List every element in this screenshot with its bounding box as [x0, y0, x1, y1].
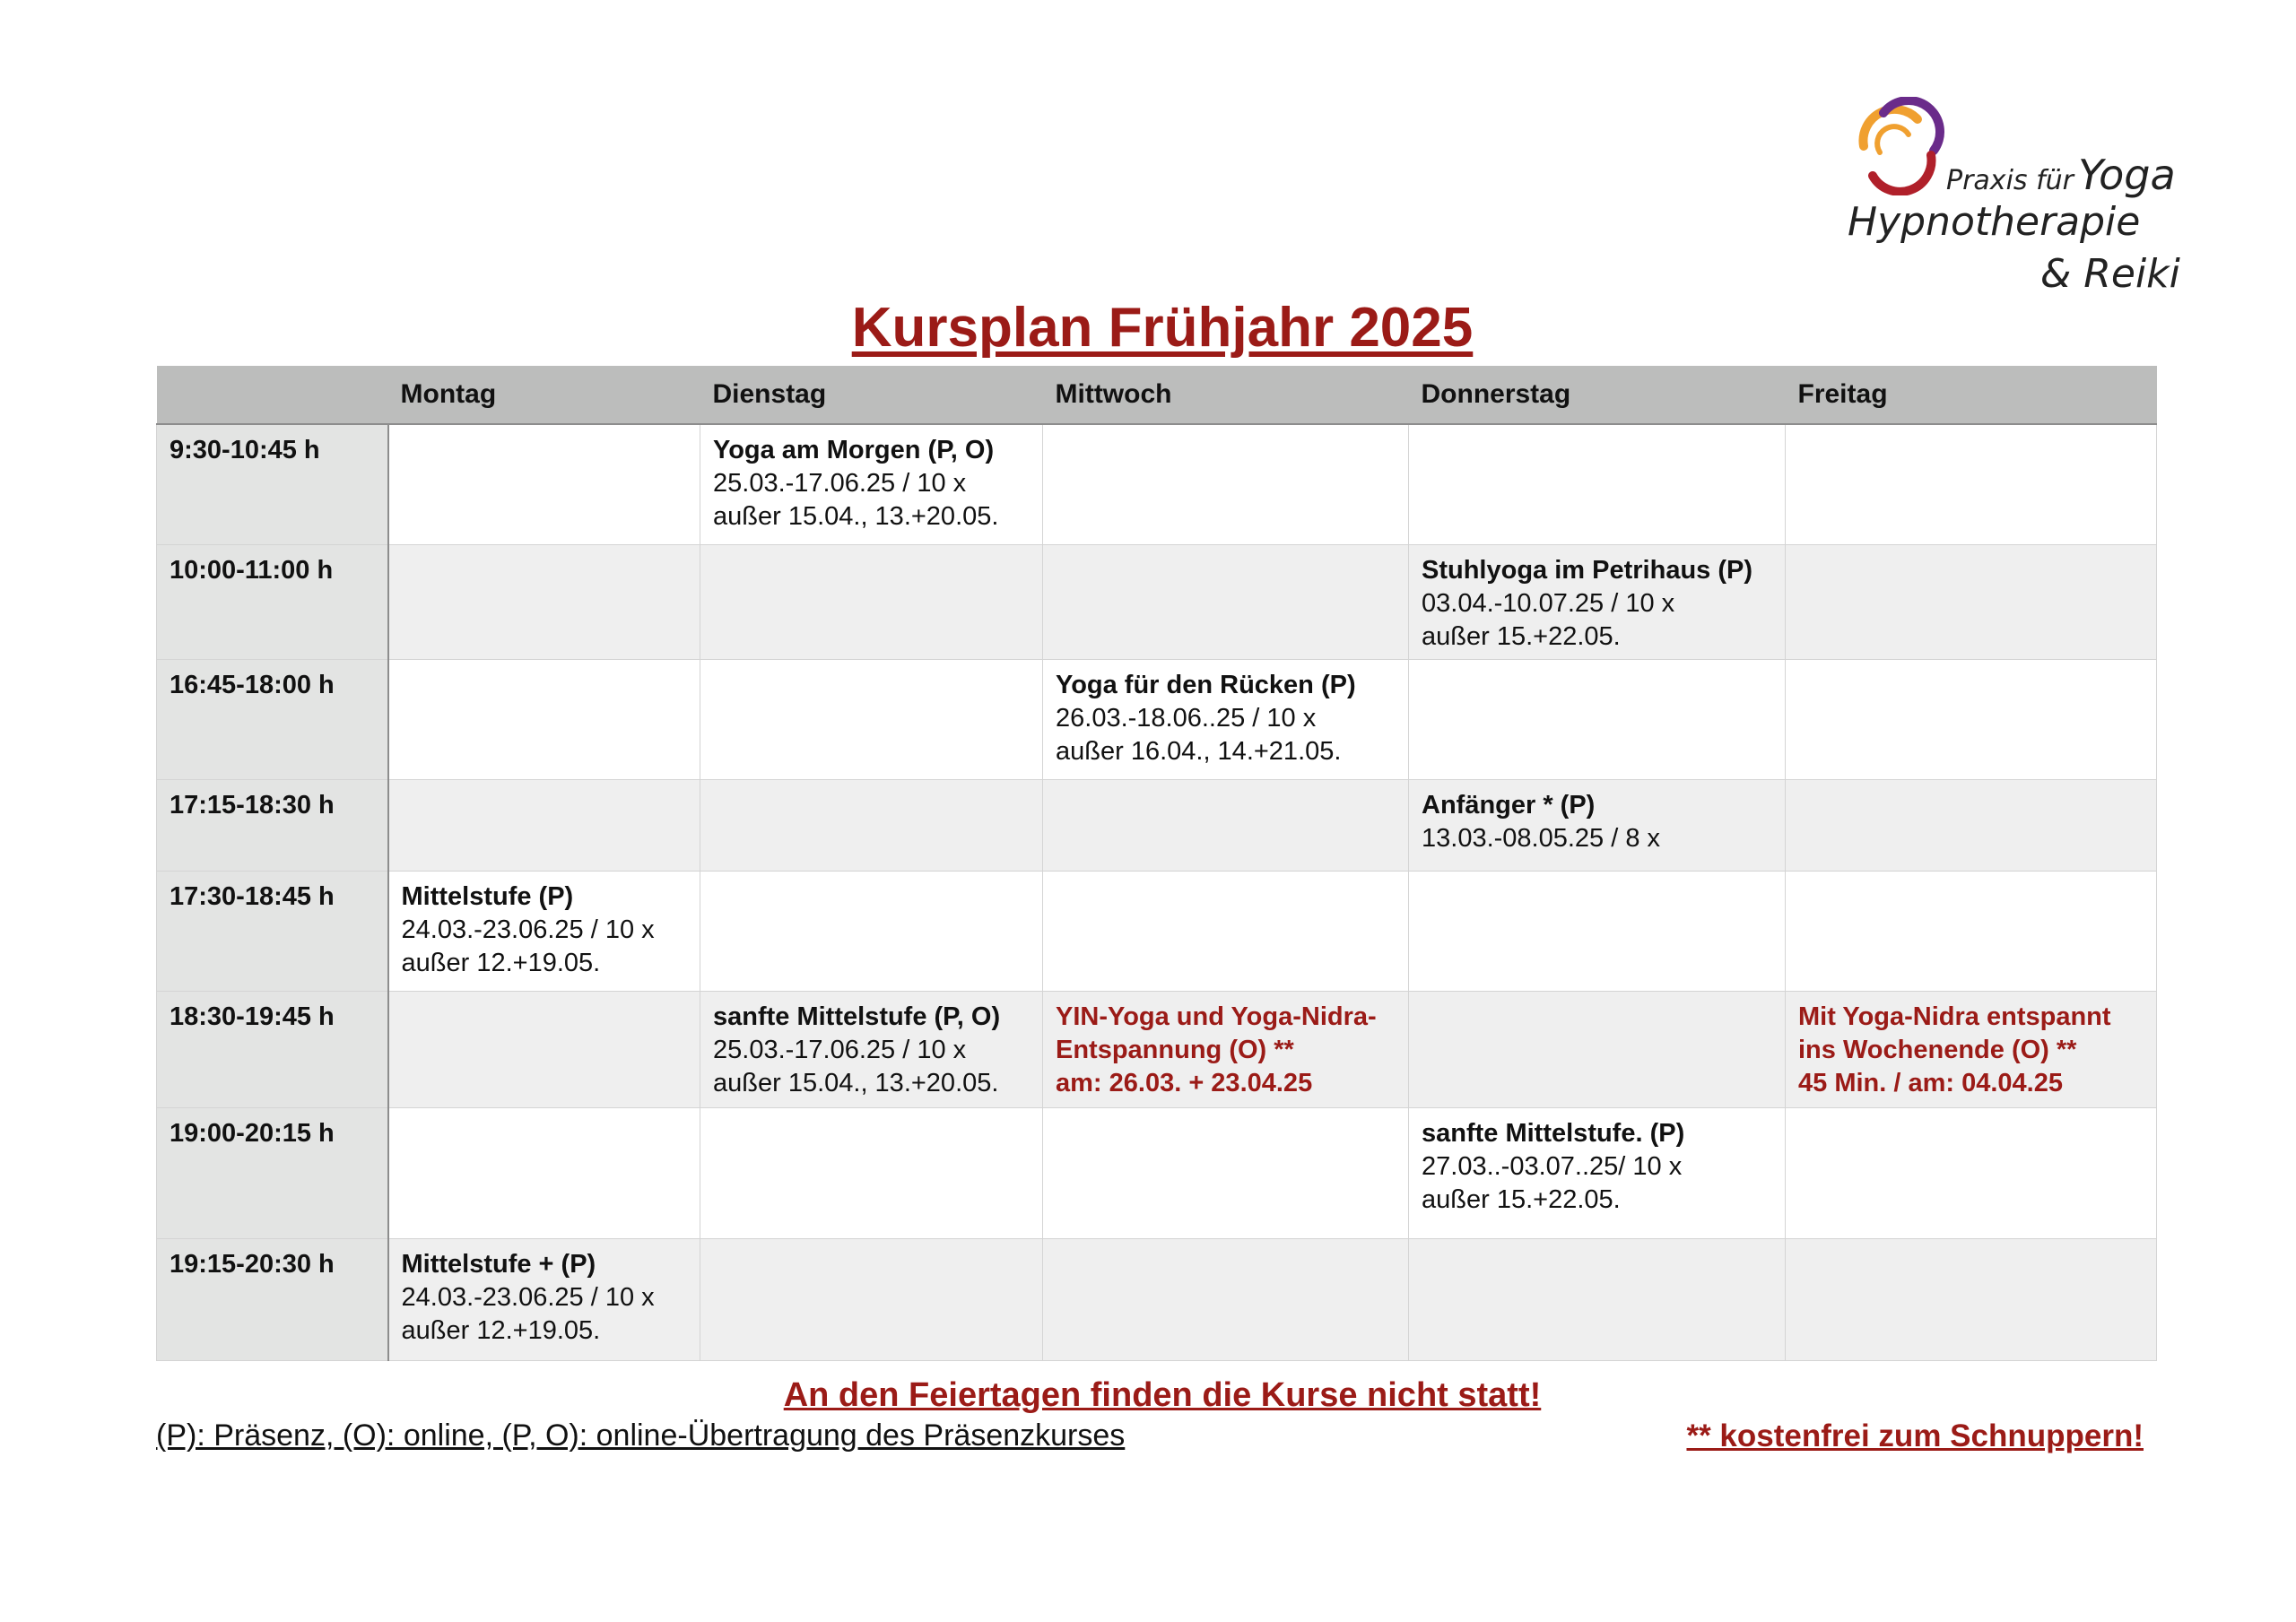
time-slot: 17:30-18:45 h — [157, 871, 388, 991]
empty-cell — [1409, 424, 1786, 544]
header-row — [157, 366, 2157, 424]
course-detail: außer 12.+19.05. — [401, 948, 601, 977]
header-day: Donnerstag — [1409, 366, 1786, 424]
table-row — [157, 1107, 2157, 1238]
table-row — [157, 991, 2157, 1107]
empty-cell — [700, 544, 1043, 659]
course-cell — [1409, 1107, 1786, 1238]
course-name: Yoga für den Rücken (P) — [1056, 670, 1356, 699]
empty-cell — [1043, 1238, 1409, 1360]
header-day: Mittwoch — [1043, 366, 1409, 424]
header-day: Montag — [388, 366, 700, 424]
special-course-line: 45 Min. / am: 04.04.25 — [1798, 1068, 2063, 1097]
empty-cell — [1786, 424, 2157, 544]
course-name: sanfte Mittelstufe. (P) — [1422, 1118, 1685, 1148]
course-name: Stuhlyoga im Petrihaus (P) — [1422, 555, 1752, 585]
empty-cell — [1043, 544, 1409, 659]
empty-cell — [1043, 424, 1409, 544]
schedule-body — [157, 424, 2157, 1360]
course-detail: 27.03..-03.07..25/ 10 x — [1422, 1151, 1683, 1181]
course-detail: 03.04.-10.07.25 / 10 x — [1422, 588, 1675, 618]
page-title: Kursplan Frühjahr 2025 — [851, 297, 1474, 359]
swirl-logo-icon — [1846, 97, 1944, 195]
time-slot: 17:15-18:30 h — [157, 779, 388, 871]
course-detail: 24.03.-23.06.25 / 10 x — [401, 915, 655, 944]
course-cell — [1786, 991, 2157, 1107]
logo-line-1: Praxis für Yoga — [1946, 151, 2176, 199]
course-cell — [1409, 779, 1786, 871]
logo-line-2: Hypnotherapie — [1848, 199, 2141, 245]
time-slot: 16:45-18:00 h — [157, 659, 388, 779]
empty-cell — [1409, 991, 1786, 1107]
empty-cell — [388, 779, 700, 871]
empty-cell — [1786, 544, 2157, 659]
header-time — [157, 366, 388, 424]
course-name: sanfte Mittelstufe (P, O) — [713, 1002, 1001, 1031]
empty-cell — [1409, 1238, 1786, 1360]
course-detail: außer 15.04., 13.+20.05. — [713, 502, 999, 531]
special-course-line: YIN-Yoga und Yoga-Nidra- — [1056, 1002, 1377, 1031]
course-cell — [388, 1238, 700, 1360]
empty-cell — [700, 1107, 1043, 1238]
holiday-notice: An den Feiertagen finden die Kurse nicht statt! — [783, 1376, 1542, 1414]
course-detail: 25.03.-17.06.25 / 10 x — [713, 469, 967, 498]
course-detail: 13.03.-08.05.25 / 8 x — [1422, 823, 1661, 853]
empty-cell — [1043, 1107, 1409, 1238]
course-detail: außer 15.04., 13.+20.05. — [713, 1068, 999, 1097]
praxis-logo — [1830, 90, 2188, 305]
table-row — [157, 871, 2157, 991]
course-detail: 26.03.-18.06..25 / 10 x — [1056, 703, 1317, 733]
header-day: Freitag — [1786, 366, 2157, 424]
course-cell — [1409, 544, 1786, 659]
special-course-line: Mit Yoga-Nidra entspannt — [1798, 1002, 2111, 1031]
course-cell — [1043, 659, 1409, 779]
table-row — [157, 779, 2157, 871]
course-detail: 25.03.-17.06.25 / 10 x — [713, 1035, 967, 1064]
free-trial-note: ** kostenfrei zum Schnuppern! — [1686, 1418, 2144, 1453]
course-detail: außer 15.+22.05. — [1422, 1184, 1621, 1214]
logo-line-3: & Reiki — [2040, 251, 2180, 297]
empty-cell — [388, 1107, 700, 1238]
course-name: Yoga am Morgen (P, O) — [713, 436, 995, 464]
empty-cell — [700, 659, 1043, 779]
time-slot: 18:30-19:45 h — [157, 991, 388, 1107]
course-detail: außer 16.04., 14.+21.05. — [1056, 736, 1342, 766]
empty-cell — [1786, 779, 2157, 871]
course-cell — [700, 424, 1043, 544]
table-row — [157, 1238, 2157, 1360]
empty-cell — [700, 1238, 1043, 1360]
empty-cell — [388, 544, 700, 659]
course-cell — [700, 991, 1043, 1107]
table-row — [157, 659, 2157, 779]
empty-cell — [1043, 871, 1409, 991]
empty-cell — [388, 424, 700, 544]
empty-cell — [1786, 871, 2157, 991]
course-name: Mittelstufe (P) — [401, 881, 574, 911]
empty-cell — [700, 871, 1043, 991]
header-day: Dienstag — [700, 366, 1043, 424]
table-row — [157, 424, 2157, 544]
time-slot: 10:00-11:00 h — [157, 544, 388, 659]
course-detail: außer 15.+22.05. — [1422, 621, 1621, 651]
special-course-line: am: 26.03. + 23.04.25 — [1056, 1068, 1313, 1097]
empty-cell — [700, 779, 1043, 871]
special-course-line: ins Wochenende (O) ** — [1798, 1035, 2077, 1064]
empty-cell — [1786, 1107, 2157, 1238]
course-cell — [388, 871, 700, 991]
legend-text: (P): Präsenz, (O): online, (P, O): online-Übertragung des Präsenzkurses — [156, 1418, 1126, 1453]
empty-cell — [388, 991, 700, 1107]
special-course-line: Entspannung (O) ** — [1056, 1035, 1294, 1064]
course-name: Mittelstufe + (P) — [401, 1249, 596, 1279]
course-detail: 24.03.-23.06.25 / 10 x — [401, 1282, 655, 1312]
course-cell — [1043, 991, 1409, 1107]
empty-cell — [1786, 1238, 2157, 1360]
empty-cell — [1786, 659, 2157, 779]
table-row — [157, 544, 2157, 659]
empty-cell — [1409, 871, 1786, 991]
schedule-table — [156, 366, 2157, 1361]
empty-cell — [1043, 779, 1409, 871]
time-slot: 9:30-10:45 h — [157, 424, 388, 544]
course-name: Anfänger * (P) — [1422, 790, 1596, 820]
time-slot: 19:15-20:30 h — [157, 1238, 388, 1360]
course-detail: außer 12.+19.05. — [401, 1315, 601, 1345]
time-slot: 19:00-20:15 h — [157, 1107, 388, 1238]
empty-cell — [388, 659, 700, 779]
empty-cell — [1409, 659, 1786, 779]
